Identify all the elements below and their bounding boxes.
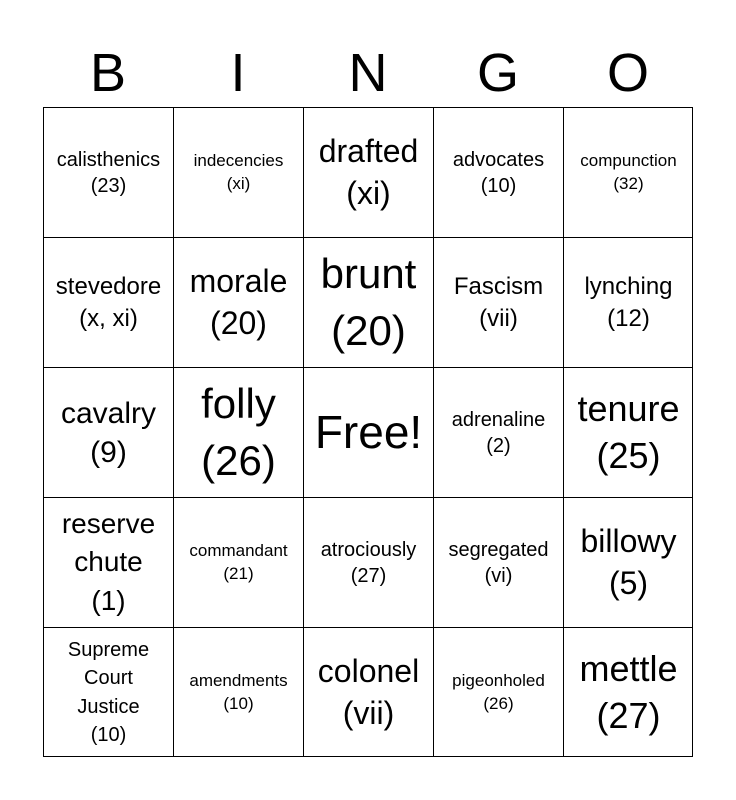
cell-word: stevedore [55, 273, 162, 301]
cell-word: compunction [580, 150, 677, 170]
cell-reference: (xi) [346, 174, 391, 211]
cell-word: amendments [189, 670, 288, 690]
cell-reference: (vii) [479, 304, 518, 332]
bingo-cell[interactable] [43, 627, 173, 757]
cell-reference: (20) [331, 306, 406, 354]
bingo-cell[interactable] [563, 627, 693, 757]
cell-reference: (10) [480, 174, 517, 197]
cell-word: mettle [579, 647, 678, 689]
cell-word: calisthenics [56, 148, 161, 171]
cell-word: cavalry [60, 396, 157, 430]
cell-reference: (10) [90, 723, 127, 746]
bingo-cell[interactable] [303, 627, 433, 757]
free-space-label: Free! [314, 405, 423, 458]
cell-reference: (21) [223, 563, 254, 583]
cell-word: brunt [320, 249, 417, 297]
cell-reference: (1) [91, 584, 126, 616]
bingo-cell[interactable] [43, 237, 173, 367]
cell-word: Court [84, 667, 133, 690]
cell-word: Justice [77, 695, 140, 718]
cell-word: Fascism [453, 273, 544, 301]
cell-reference: (12) [607, 304, 650, 332]
cell-reference: (20) [210, 304, 267, 341]
cell-word: Supreme [67, 638, 150, 661]
cell-word: atrociously [320, 538, 417, 561]
bingo-cell[interactable] [563, 107, 693, 237]
cell-word: reserve [61, 507, 156, 539]
bingo-board [43, 107, 693, 757]
cell-word: folly [201, 379, 276, 427]
cell-word: adrenaline [451, 408, 546, 431]
bingo-cell[interactable] [303, 497, 433, 627]
cell-word: advocates [452, 148, 545, 171]
header-letter-n: N [348, 43, 388, 103]
bingo-cell[interactable] [43, 497, 173, 627]
cell-reference: (vii) [342, 694, 395, 731]
cell-reference: (10) [223, 693, 254, 713]
cell-word: indecencies [193, 150, 284, 170]
cell-word: segregated [448, 538, 549, 561]
bingo-cell[interactable] [173, 627, 303, 757]
bingo-cell[interactable] [433, 367, 563, 497]
cell-word: drafted [318, 132, 419, 169]
bingo-cell[interactable] [433, 107, 563, 237]
cell-reference: (27) [596, 694, 661, 736]
bingo-cell[interactable] [433, 237, 563, 367]
cell-reference: (2) [486, 434, 511, 457]
cell-reference: (5) [608, 564, 649, 601]
header-letter-i: I [230, 43, 246, 103]
cell-word: pigeonholed [452, 670, 545, 690]
cell-word: chute [74, 546, 143, 578]
header-letter-g: G [476, 43, 519, 103]
bingo-cell[interactable] [43, 367, 173, 497]
cell-reference: (9) [90, 435, 127, 469]
bingo-cell[interactable] [433, 627, 563, 757]
cell-reference: (23) [90, 174, 127, 197]
cell-reference: (xi) [226, 173, 251, 193]
bingo-cell[interactable] [43, 107, 173, 237]
bingo-cell[interactable] [173, 237, 303, 367]
header-letter-b: B [89, 43, 127, 103]
cell-word: morale [189, 262, 288, 299]
cell-word: lynching [584, 273, 673, 301]
cell-reference: (25) [596, 434, 661, 476]
header-letter-o: O [606, 43, 649, 103]
cell-reference: (32) [613, 173, 644, 193]
free-space-cell[interactable] [303, 367, 433, 497]
bingo-cell[interactable] [563, 367, 693, 497]
bingo-cell[interactable] [303, 237, 433, 367]
cell-reference: (26) [483, 693, 514, 713]
cell-reference: (vi) [484, 564, 513, 587]
cell-reference: (27) [350, 564, 387, 587]
bingo-cell[interactable] [173, 107, 303, 237]
cell-word: colonel [317, 652, 420, 689]
cell-reference: (26) [201, 436, 276, 484]
bingo-cell[interactable] [303, 107, 433, 237]
bingo-cell[interactable] [173, 367, 303, 497]
bingo-cell[interactable] [563, 497, 693, 627]
bingo-cell[interactable] [173, 497, 303, 627]
cell-word: commandant [189, 540, 288, 560]
bingo-cell[interactable] [433, 497, 563, 627]
cell-word: tenure [577, 387, 680, 429]
cell-reference: (x, xi) [79, 304, 138, 332]
cell-word: billowy [580, 522, 677, 559]
bingo-cell[interactable] [563, 237, 693, 367]
bingo-header [43, 38, 693, 108]
